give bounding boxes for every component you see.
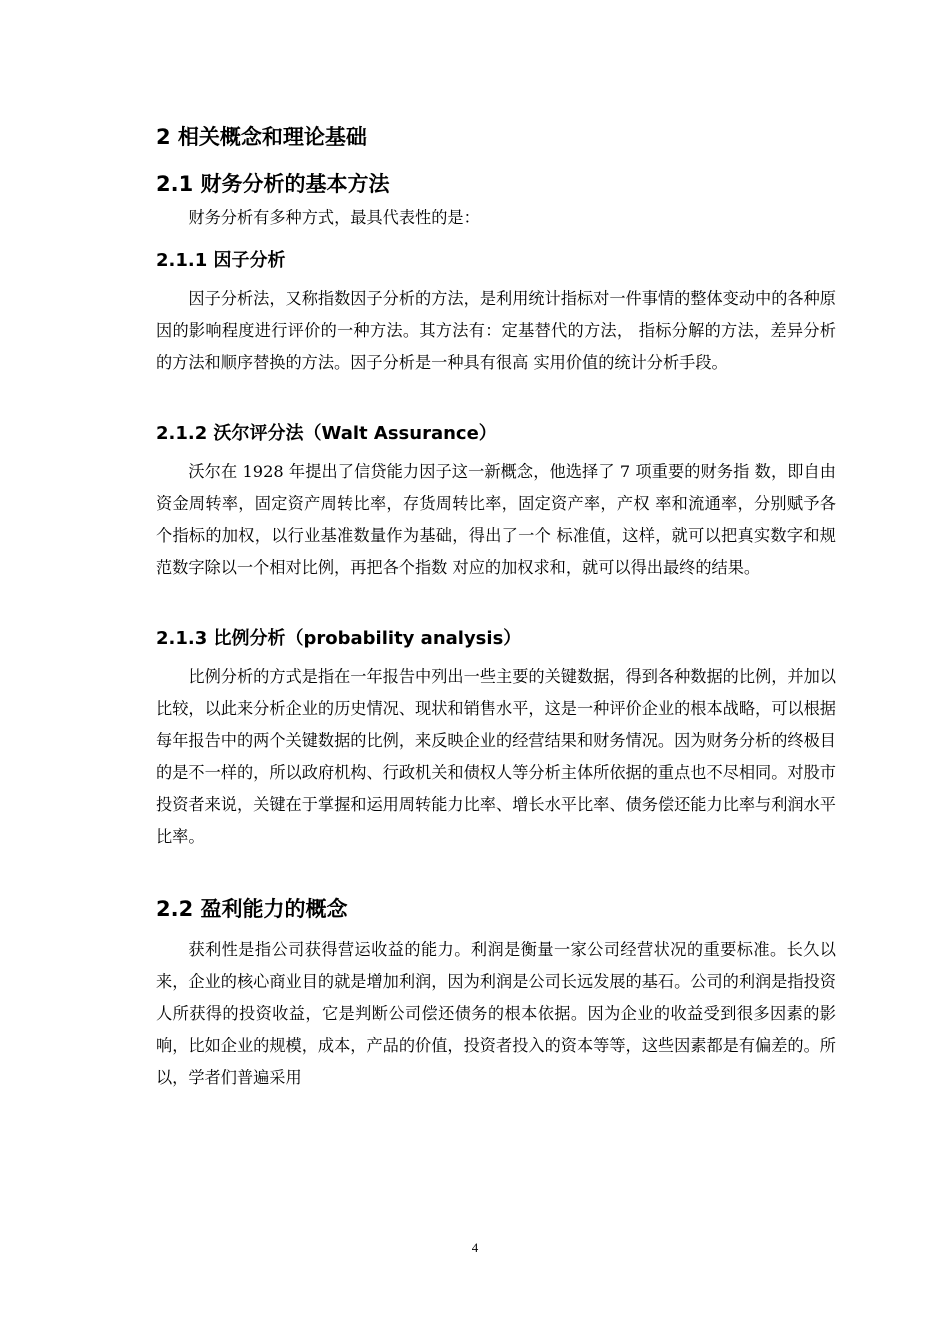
- page-number: 4: [471, 1240, 479, 1255]
- section-heading-2-1-1: 2.1.1 因子分析: [156, 250, 286, 271]
- walt-assurance-paragraph: 沃尔在 1928 年提出了信贷能力因子这一新概念，他选择了 7 项重要的财务指 数，即自由资金周转率，固定资产周转比率，存货周转比率，固定资产率，产权 率和流通率，分别赋予各个指标的加权，以行业基准数量作为基础，得出了一个 标准值，这样，就可以把真实数字和规范数字除以一个相对比例，再把各个指数 对应的加权求和，就可以得出最终的结果。: [156, 462, 836, 577]
- section-heading-2-1-2: 2.1.2 沃尔评分法（Walt Assurance）: [156, 423, 497, 444]
- intro-paragraph: 财务分析有多种方式，最具代表性的是：: [188, 208, 480, 227]
- ratio-analysis-paragraph: 比例分析的方式是指在一年报告中列出一些主要的关键数据，得到各种数据的比例，并加以比较，以此来分析企业的历史情况、现状和销售水平，这是一种评价企业的根本战略，可以根据每年报告中的两个关键数据的比例，来反映企业的经营结果和财务情况。因为财务分析的终极目的是不一样的，所以政府机构、行政机关和债权人等分析主体所依据的重点也不尽相同。对股市投资者来说，关键在于掌握和运用周转能力比率、增长水平比率、债务偿还能力比率与利润水平比率。: [156, 667, 836, 846]
- section-heading-2-1: 2.1 财务分析的基本方法: [156, 172, 390, 196]
- factor-analysis-paragraph: 因子分析法，又称指数因子分析的方法，是利用统计指标对一件事情的整体变动中的各种原因的影响程度进行评价的一种方法。其方法有：定基替代的方法， 指标分解的方法，差异分析的方法和顺序替换的方法。因子分析是一种具有很高 实用价值的统计分析手段。: [156, 289, 836, 372]
- section-heading-2-2: 2.2 盈利能力的概念: [156, 897, 348, 921]
- section-heading-2-1-3: 2.1.3 比例分析（probability analysis）: [156, 628, 522, 649]
- chapter-heading: 2 相关概念和理论基础: [156, 125, 367, 149]
- profitability-paragraph: 获利性是指公司获得营运收益的能力。利润是衡量一家公司经营状况的重要标准。长久以来，企业的核心商业目的就是增加利润，因为利润是公司长远发展的基石。公司的利润是指投资人所获得的投资收益，它是判断公司偿还债务的根本依据。因为企业的收益受到很多因素的影响，比如企业的规模，成本，产品的价值，投资者投入的资本等等，这些因素都是有偏差的。所以，学者们普遍采用: [156, 940, 836, 1087]
